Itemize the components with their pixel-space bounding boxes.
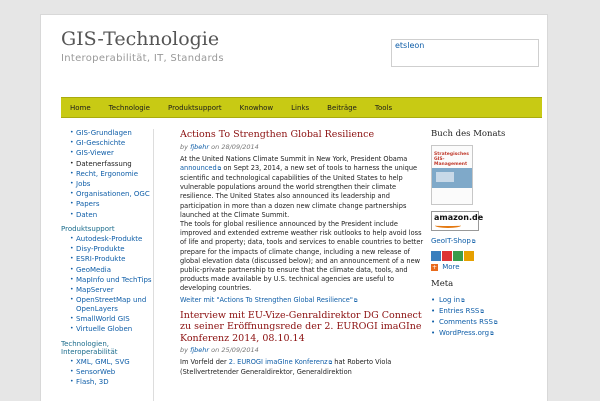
left-sidebar (61, 129, 154, 401)
product-list (61, 235, 153, 334)
right-sidebar (431, 129, 539, 401)
share-icon[interactable] (464, 251, 474, 261)
post-date: 25/09/2014 (221, 346, 259, 355)
share-icons (431, 251, 539, 261)
sidebar-item-flash[interactable]: • Flash, 3D (70, 378, 153, 387)
post-author[interactable]: fjbehr (190, 346, 210, 355)
sidebar-item-autodesk[interactable]: • Autodesk-Produkte (70, 235, 153, 244)
share-icon[interactable] (453, 251, 463, 261)
post-body (180, 358, 428, 377)
post-text: on Sept 23, 2014, a new set of tools to harness the unique scientific and technological capabilities of the United States to help vulnerable populations around the world strengthen their climate resilience. The United States also announced its leadership and participation in more than a dozen new climate change partnerships launched at the Climate Summit. (180, 163, 418, 219)
byline-by: by (180, 142, 188, 151)
geoit-shop-link[interactable]: GeoIT-Shop ⧉ (431, 237, 539, 245)
meta-comments-rss-link[interactable]: • Comments RSS ⧉ (431, 317, 539, 328)
sidebar-item-gis-viewer[interactable]: • GIS-Viewer (70, 149, 153, 158)
sidebar-item-xml[interactable]: • XML, GML, SVG (70, 358, 153, 367)
book-cover-image[interactable] (431, 145, 473, 205)
nav-produktsupport[interactable]: Produktsupport (168, 103, 222, 112)
post-author[interactable]: fjbehr (190, 142, 210, 151)
share-icon[interactable] (442, 251, 452, 261)
plus-icon: + (431, 264, 438, 271)
sidebar-item-openstreetmap[interactable]: • OpenStreetMap und OpenLayers (70, 296, 153, 313)
sidebar-item-geomedia[interactable]: • GeoMedia (70, 266, 153, 275)
meta-login-link[interactable]: • Log in ⧉ (431, 295, 539, 306)
main-nav (61, 97, 542, 118)
meta-wordpress-link[interactable]: • WordPress.org ⧉ (431, 328, 539, 339)
post-byline (180, 346, 428, 354)
topic-list (61, 129, 153, 219)
share-icon[interactable] (431, 251, 441, 261)
sidebar-item-recht[interactable]: • Recht, Ergonomie (70, 170, 153, 179)
read-more-link[interactable]: Weiter mit "Actions To Strengthen Global Resilience" ⧉ (180, 296, 428, 304)
amazon-logo[interactable] (431, 211, 484, 231)
nav-beitraege[interactable]: Beiträge (327, 103, 357, 112)
post-title[interactable]: Actions To Strengthen Global Resilience (180, 129, 375, 140)
header (41, 15, 547, 97)
sidebar-item-mapinfo[interactable]: • MapInfo und TechTips (70, 276, 153, 285)
post-body (180, 155, 428, 294)
book-cover-graphic (436, 172, 454, 182)
post-title[interactable]: Interview mit EU-Vize-Genraldirektor DG Connect zu seiner Eröffnungsrede der 2. EUROGI imaGIne Konferenz 2014, 08.10.14 (180, 309, 422, 344)
sidebar-item-daten[interactable]: • Daten (70, 211, 153, 220)
nav-knowhow[interactable]: Knowhow (239, 103, 274, 112)
more-label: More (442, 263, 460, 271)
post-text: Im Vorfeld der (180, 358, 227, 367)
byline-on: on (211, 142, 220, 151)
main-content (180, 129, 428, 401)
post-text: The tools for global resilience announced by the President include improved and extended extreme weather risk outlooks to help avoid loss of life and property; data, tools and services to enable countries to better prepare for the impacts of climate change, including a new release of global elevation data (discussed below); and an announcement of a new public-private partnership to ensure that the climate data, tools, and products made available by U.S. technical agencies are useful to developing countries. (180, 219, 424, 293)
sidebar-item-esri[interactable]: • ESRI-Produkte (70, 255, 153, 264)
site-description: Interoperabilität, IT, Standards (61, 53, 224, 64)
amazon-smile-icon (435, 223, 461, 228)
sidebar-item-gis-grundlagen[interactable]: • GIS-Grundlagen (70, 129, 153, 138)
site-title[interactable]: GIS-Technologie (61, 28, 220, 50)
sidebar-item-papers[interactable]: • Papers (70, 200, 153, 209)
sidebar-item-virtuelle-globen[interactable]: • Virtuelle Globen (70, 325, 153, 334)
post-1 (180, 129, 428, 304)
section-title-produktsupport: Produktsupport (61, 225, 115, 233)
post-text: At the United Nations Climate Summit in New York, President Obama (180, 154, 408, 163)
amazon-text: amazon.de (434, 213, 484, 222)
eurogi-link[interactable]: 2. EUROGI imaGIne Konferenz ⧉ (229, 358, 332, 366)
post-date: 28/09/2014 (221, 142, 259, 151)
tech-list (61, 358, 153, 387)
sidebar-item-mapserver[interactable]: • MapServer (70, 286, 153, 295)
meta-widget-title: Meta (431, 279, 454, 289)
post-byline (180, 143, 428, 151)
sidebar-item-gi-geschichte[interactable]: • GI-Geschichte (70, 139, 153, 148)
nav-links[interactable]: Links (291, 103, 310, 112)
nav-tools[interactable]: Tools (374, 103, 393, 112)
post-2 (180, 310, 428, 378)
more-share-row[interactable] (431, 263, 539, 271)
meta-widget (431, 295, 539, 339)
book-cover-title: Strategisches GIS-Management (434, 152, 469, 167)
sidebar-item-organisationen[interactable]: • Organisationen, OGC (70, 190, 153, 199)
sidebar-item-jobs[interactable]: • Jobs (70, 180, 153, 189)
book-widget-title: Buch des Monats (431, 129, 506, 139)
page (40, 14, 548, 401)
meta-entries-rss-link[interactable]: • Entries RSS ⧉ (431, 306, 539, 317)
search-input[interactable]: etsleon (391, 39, 539, 67)
byline-on: on (211, 346, 220, 355)
nav-technologie[interactable]: Technologie (108, 103, 150, 112)
section-title-technologien: Technologien, Interoperabilität (61, 339, 118, 356)
byline-by: by (180, 346, 188, 355)
sidebar-item-sensorweb[interactable]: • SensorWeb (70, 368, 153, 377)
announced-link[interactable]: announced ⧉ (180, 164, 221, 172)
sidebar-item-datenerfassung[interactable]: • Datenerfassung (70, 160, 153, 169)
nav-home[interactable]: Home (70, 103, 91, 112)
sidebar-item-smallworld[interactable]: • SmallWorld GIS (70, 315, 153, 324)
post-text: hat Roberto Viola (Stellvertretender Generaldirektor, Generaldirektion (180, 358, 392, 377)
sidebar-item-disy[interactable]: • Disy-Produkte (70, 245, 153, 254)
